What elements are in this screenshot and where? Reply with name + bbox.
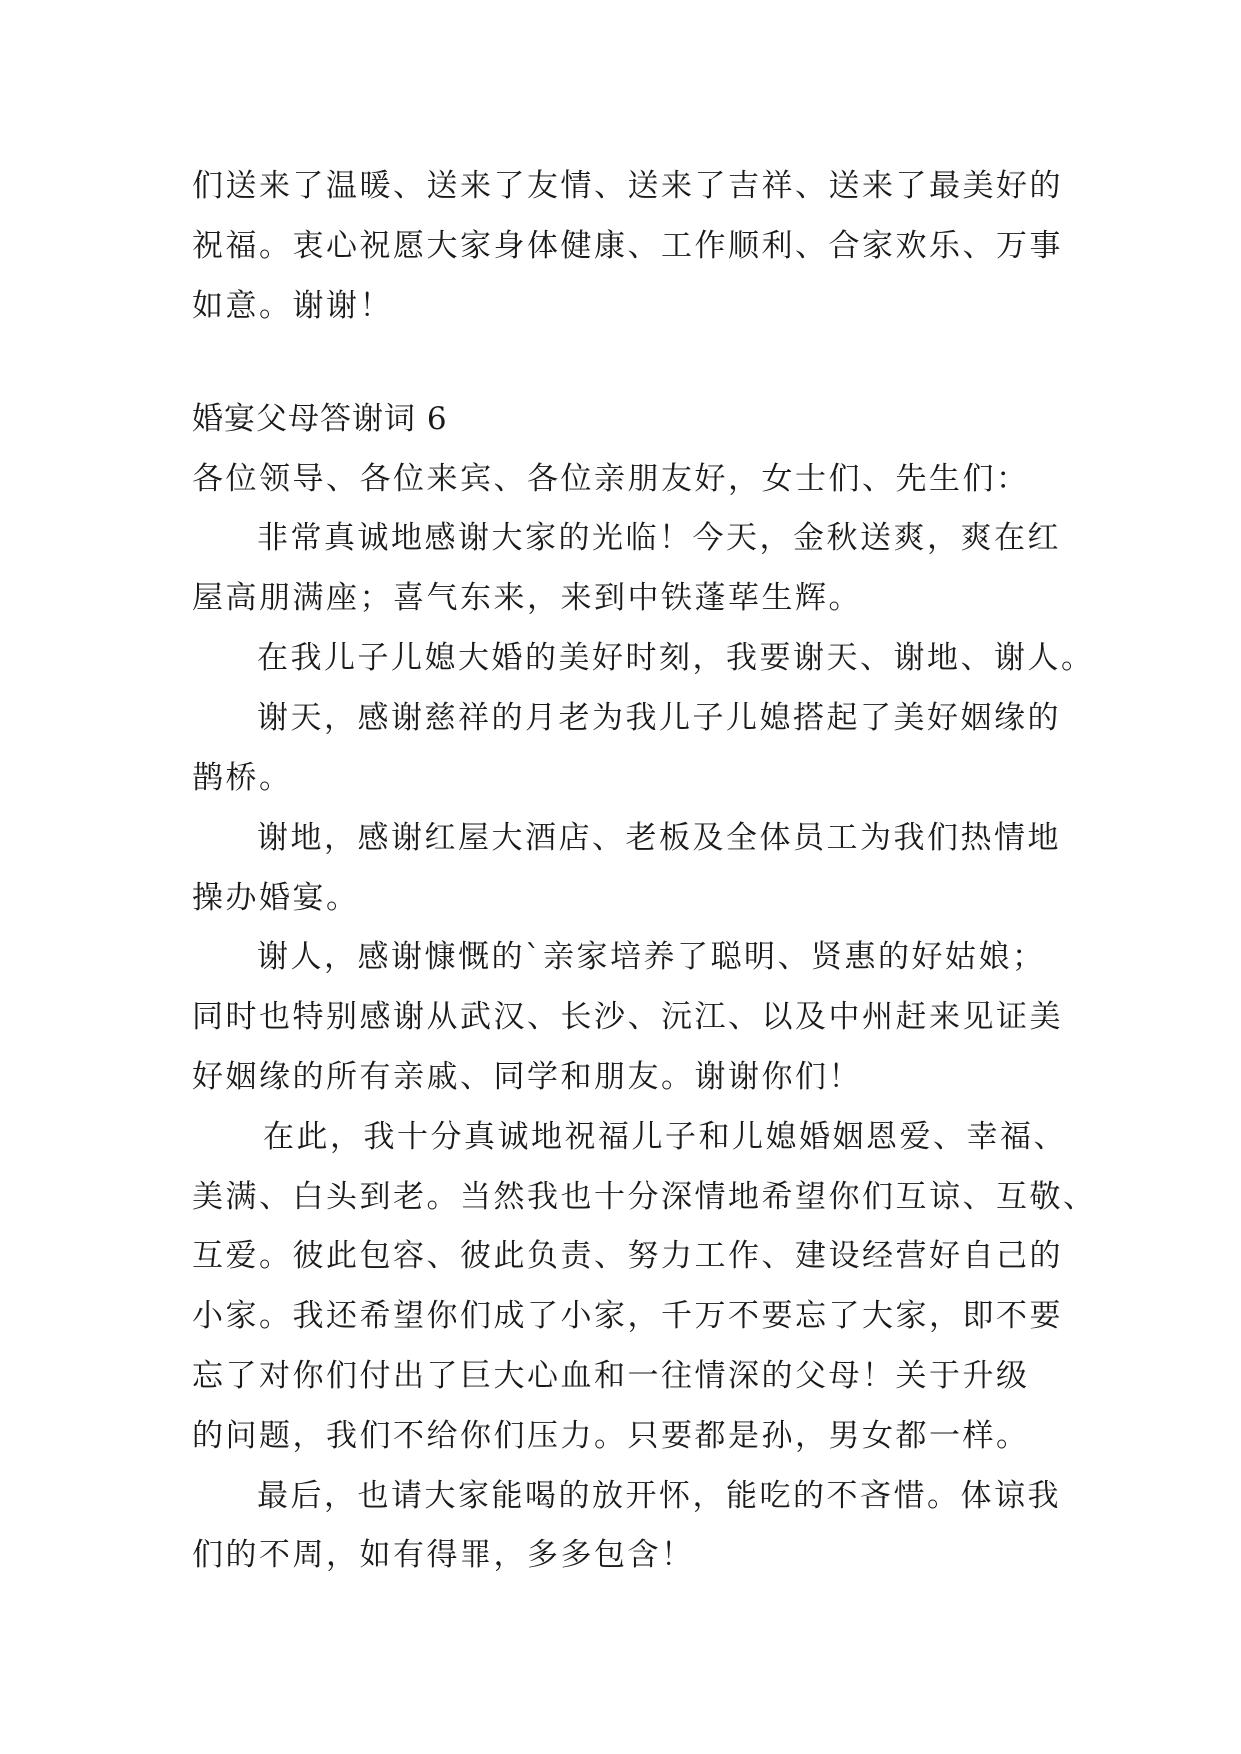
paragraph-line: 在我儿子儿媳大婚的美好时刻，我要谢天、谢地、谢人。 [257, 640, 1095, 676]
paragraph-line: 最后，也请大家能喝的放开怀，能吃的不吝惜。体谅我 [257, 1478, 1061, 1514]
paragraph-line: 互爱。彼此包容、彼此负责、努力工作、建设经营好自己的 [192, 1238, 1063, 1274]
paragraph-line: 好姻缘的所有亲戚、同学和朋友。谢谢你们！ [192, 1059, 862, 1095]
paragraph-line: 操办婚宴。 [192, 880, 360, 916]
paragraph-line: 小家。我还希望你们成了小家，千万不要忘了大家，即不要 [192, 1298, 1063, 1334]
paragraph-line: 的问题，我们不给你们压力。只要都是孙，男女都一样。 [192, 1418, 1030, 1454]
paragraph-line: 非常真诚地感谢大家的光临！今天，金秋送爽，爽在红 [257, 520, 1061, 556]
paragraph-line: 谢天，感谢慈祥的月老为我儿子儿媳搭起了美好姻缘的 [257, 700, 1061, 736]
paragraph-line: 在此，我十分真诚地祝福儿子和儿媳婚姻恩爱、幸福、 [263, 1119, 1067, 1155]
paragraph-line: 们的不周，如有得罪，多多包含！ [192, 1537, 695, 1573]
paragraph-line: 屋高朋满座；喜气东来，来到中铁蓬荜生辉。 [192, 580, 862, 616]
paragraph-line: 同时也特别感谢从武汉、长沙、沅江、以及中州赶来见证美 [192, 999, 1063, 1035]
paragraph-line: 忘了对你们付出了巨大心血和一往情深的父母！关于升级 [192, 1358, 1030, 1394]
paragraph-line: 鹊桥。 [192, 760, 293, 796]
text-line: 祝福。衷心祝愿大家身体健康、工作顺利、合家欢乐、万事 [192, 228, 1063, 264]
paragraph-line: 美满、白头到老。当然我也十分深情地希望你们互谅、互敬、 [192, 1179, 1097, 1215]
section-title: 婚宴父母答谢词 6 [192, 401, 448, 437]
paragraph-line: 谢人，感谢慷慨的`亲家培养了聪明、贤惠的好姑娘； [257, 939, 1046, 975]
paragraph-line: 谢地，感谢红屋大酒店、老板及全体员工为我们热情地 [257, 820, 1061, 856]
text-line: 如意。谢谢！ [192, 288, 393, 324]
salutation: 各位领导、各位来宾、各位亲朋友好，女士们、先生们： [192, 461, 1030, 497]
text-line: 们送来了温暖、送来了友情、送来了吉祥、送来了最美好的 [192, 168, 1063, 204]
